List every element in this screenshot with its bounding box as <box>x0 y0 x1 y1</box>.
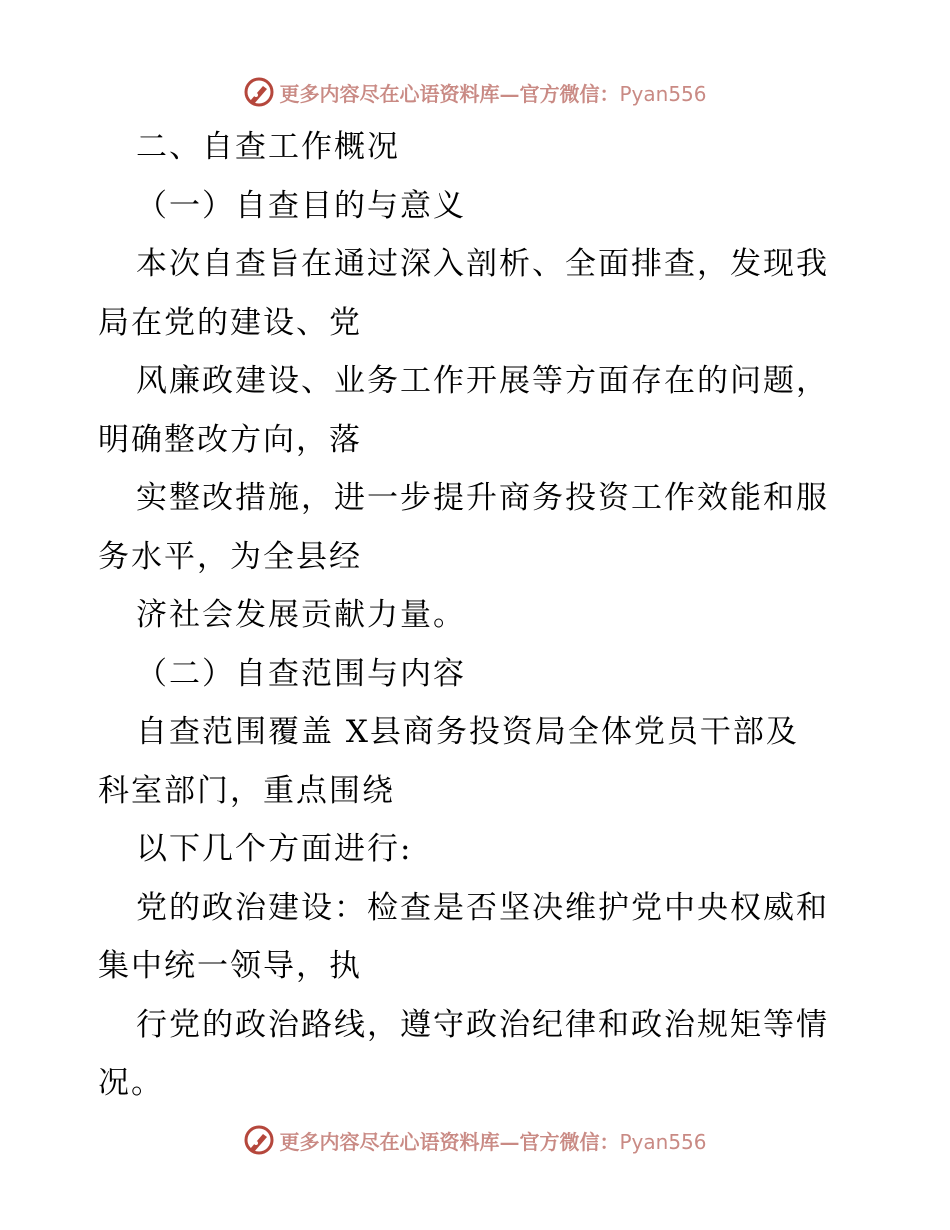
text-line: （二）自查范围与内容 <box>136 655 466 692</box>
pen-circle-logo-icon <box>243 1124 275 1156</box>
text-line: 风廉政建设、业务工作开展等方面存在的问题， <box>136 363 829 399</box>
watermark-header <box>0 72 950 112</box>
text-line: 本次自查旨在通过深入剖析、全面排查，发现我 <box>136 246 829 282</box>
text-line: 自查范围覆盖 X县商务投资局全体党员干部及 <box>136 714 799 750</box>
pen-circle-logo-icon <box>243 76 275 108</box>
watermark-text: 更多内容尽在心语资料库—官方微信：Pyan556 <box>279 1129 707 1154</box>
text-line: 科室部门，重点围绕 <box>98 772 395 809</box>
text-line: 务水平，为全县经 <box>98 538 362 575</box>
text-line: 局在党的建设、党 <box>98 304 362 341</box>
text-line: （一）自查目的与意义 <box>136 187 466 224</box>
watermark-text: 更多内容尽在心语资料库—官方微信：Pyan556 <box>279 81 707 106</box>
text-line: 济社会发展贡献力量。 <box>136 597 466 633</box>
text-line: 况。 <box>98 1065 164 1101</box>
text-line: 集中统一领导，执 <box>98 948 362 984</box>
text-line: 二、自查工作概况 <box>136 129 400 165</box>
watermark-footer <box>0 1120 950 1160</box>
text-line: 以下几个方面进行: <box>136 831 413 867</box>
text-line: 行党的政治路线，遵守政治纪律和政治规矩等情 <box>136 1006 829 1043</box>
document-body <box>98 118 858 1113</box>
text-line: 实整改措施，进一步提升商务投资工作效能和服 <box>136 480 829 516</box>
text-line: 明确整改方向，落 <box>98 421 362 458</box>
text-line: 党的政治建设：检查是否坚决维护党中央权威和 <box>136 889 829 926</box>
